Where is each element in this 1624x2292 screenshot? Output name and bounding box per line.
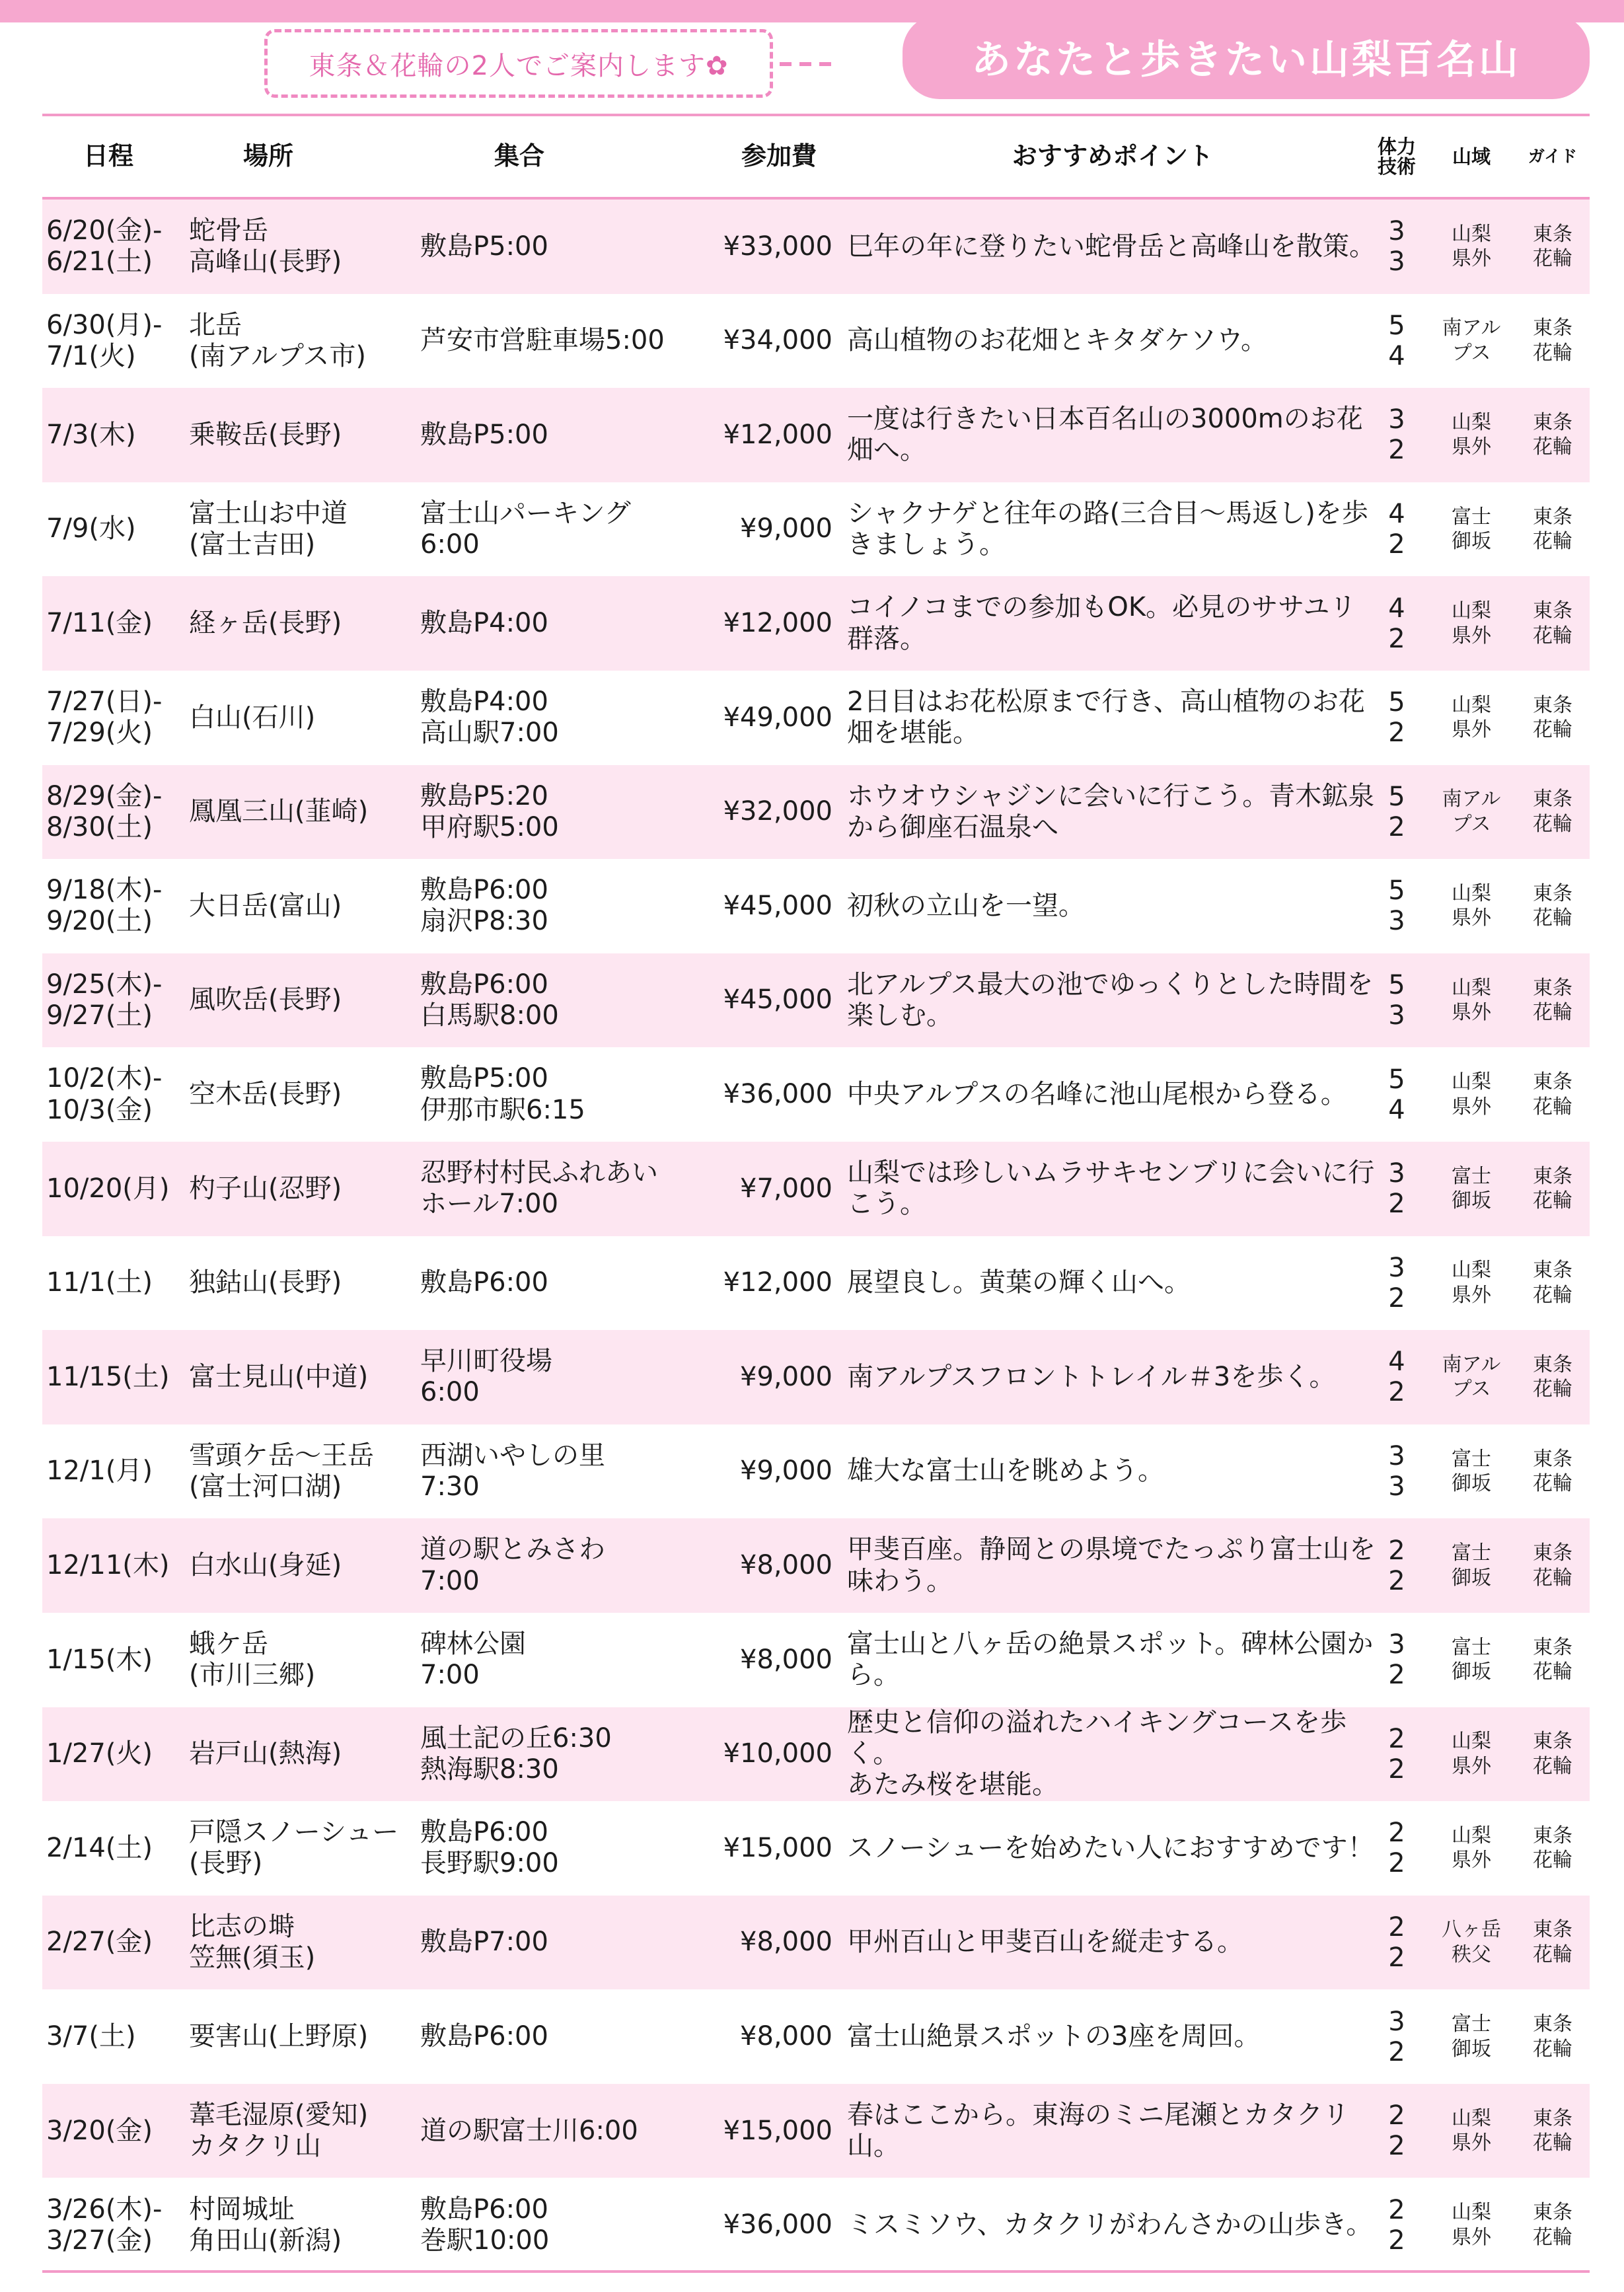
date-cell: 11/1(土)	[46, 1267, 153, 1298]
recommendation-cell: 南アルプスフロントトレイル＃3を歩く。	[847, 1361, 1336, 1392]
date-cell: 1/27(火)	[46, 1738, 153, 1769]
area-cell: 南アル プス	[1442, 316, 1501, 365]
guide-cell: 東条 花輪	[1533, 1635, 1572, 1684]
guide-cell: 東条 花輪	[1533, 1259, 1572, 1307]
difficulty-cell: 4 2	[1388, 499, 1405, 560]
place-cell: 戸隠スノーシュー (長野)	[189, 1817, 399, 1879]
date-cell: 2/14(土)	[46, 1832, 153, 1863]
area-cell: 山梨 県外	[1452, 222, 1491, 271]
date-cell: 10/20(月)	[46, 1173, 170, 1204]
difficulty-cell: 5 4	[1388, 310, 1405, 371]
area-cell: 富士 御坂	[1452, 2013, 1491, 2061]
guide-cell: 東条 花輪	[1533, 1164, 1572, 1213]
guide-cell: 東条 花輪	[1533, 881, 1572, 930]
area-cell: 山梨 県外	[1452, 1730, 1491, 1778]
recommendation-cell: 中央アルプスの名峰に池山尾根から登る。	[847, 1079, 1347, 1110]
recommendation-cell: 巳年の年に登りたい蛇骨岳と高峰山を散策。	[847, 231, 1376, 262]
fee-cell: ¥7,000	[740, 1173, 832, 1204]
table-row	[42, 576, 1590, 671]
date-cell: 8/29(金)- 8/30(土)	[46, 780, 163, 842]
table-row	[42, 1330, 1590, 1424]
meeting-point-cell: 敷島P5:00	[420, 419, 548, 450]
guide-cell: 東条 花輪	[1533, 1352, 1572, 1401]
meeting-point-cell: 富士山パーキング 6:00	[420, 498, 631, 560]
col-header-meet: 集合	[494, 141, 544, 171]
page-title	[903, 15, 1590, 99]
table-row	[42, 859, 1590, 953]
date-cell: 7/3(木)	[46, 419, 136, 450]
date-cell: 11/15(土)	[46, 1361, 170, 1392]
place-cell: 乗鞍岳(長野)	[189, 419, 342, 450]
date-cell: 1/15(木)	[46, 1644, 153, 1675]
col-header-date: 日程	[83, 141, 133, 171]
recommendation-cell: 富士山絶景スポットの3座を周回。	[847, 2020, 1261, 2052]
area-cell: 南アル プス	[1442, 788, 1501, 836]
meeting-point-cell: 敷島P6:00 長野駅9:00	[420, 1817, 559, 1879]
fee-cell: ¥8,000	[740, 2020, 832, 2052]
table-row	[42, 1236, 1590, 1331]
fee-cell: ¥15,000	[723, 2115, 832, 2146]
guide-cell: 東条 花輪	[1533, 1730, 1572, 1778]
date-cell: 7/11(金)	[46, 608, 153, 639]
area-cell: 山梨 県外	[1452, 1824, 1491, 1872]
meeting-point-cell: 芦安市営駐車場5:00	[420, 325, 665, 356]
table-row	[42, 1801, 1590, 1896]
fee-cell: ¥34,000	[723, 325, 832, 356]
col-header-place: 場所	[242, 141, 293, 171]
table-row	[42, 1518, 1590, 1613]
table-row	[42, 1047, 1590, 1142]
guide-cell: 東条 花輪	[1533, 788, 1572, 836]
meeting-point-cell: 早川町役場 6:00	[420, 1346, 552, 1408]
area-cell: 山梨 県外	[1452, 2106, 1491, 2155]
meeting-point-cell: 敷島P5:00	[420, 231, 548, 262]
date-cell: 3/20(金)	[46, 2115, 153, 2146]
recommendation-cell: 甲州百山と甲斐百山を縦走する。	[847, 1927, 1243, 1958]
date-cell: 10/2(木)- 10/3(金)	[46, 1063, 163, 1125]
recommendation-cell: 初秋の立山を一望。	[847, 890, 1085, 921]
page-title-text: あなたと歩きたい山梨百名山	[971, 37, 1521, 83]
meeting-point-cell: 道の駅富士川6:00	[420, 2115, 638, 2146]
guide-cell: 東条 花輪	[1533, 1824, 1572, 1872]
meeting-point-cell: 敷島P5:00 伊那市駅6:15	[420, 1063, 585, 1125]
guide-cell: 東条 花輪	[1533, 1918, 1572, 1966]
place-cell: 杓子山(忍野)	[189, 1173, 342, 1204]
meeting-point-cell: 碑林公園 7:00	[420, 1629, 526, 1691]
guide-cell: 東条 花輪	[1533, 976, 1572, 1025]
meeting-point-cell: 敷島P4:00 高山駅7:00	[420, 686, 559, 749]
guide-cell: 東条 花輪	[1533, 2106, 1572, 2155]
difficulty-cell: 3 2	[1388, 2006, 1405, 2067]
meeting-point-cell: 敷島P7:00	[420, 1927, 548, 1958]
guide-cell: 東条 花輪	[1533, 693, 1572, 742]
table-row	[42, 1424, 1590, 1519]
table-header	[42, 118, 1590, 196]
date-cell: 9/18(木)- 9/20(土)	[46, 875, 163, 937]
col-header-level: 体力 技術	[1377, 135, 1416, 178]
recommendation-cell: ホウオウシャジンに会いに行こう。青木鉱泉 から御座石温泉へ	[847, 780, 1375, 842]
place-cell: 富士見山(中道)	[189, 1361, 369, 1392]
place-cell: 白山(石川)	[189, 702, 316, 733]
fee-cell: ¥12,000	[723, 608, 832, 639]
recommendation-cell: ミスミソウ、カタクリがわんさかの山歩き。	[847, 2209, 1373, 2240]
guide-intro-text: 東条＆花輪の2人でご案内します✿	[309, 50, 729, 81]
place-cell: 村岡城址 角田山(新潟)	[189, 2194, 342, 2256]
place-cell: 鳳凰三山(韮崎)	[189, 796, 369, 827]
col-header-area: 山域	[1452, 145, 1491, 168]
intro-connector	[780, 62, 839, 66]
difficulty-cell: 3 3	[1388, 1441, 1405, 1502]
fee-cell: ¥8,000	[740, 1550, 832, 1581]
difficulty-cell: 2 2	[1388, 2194, 1405, 2256]
place-cell: 比志の塒 笠無(須玉)	[189, 1911, 316, 1973]
difficulty-cell: 3 3	[1388, 216, 1405, 277]
table-row	[42, 200, 1590, 294]
place-cell: 独鈷山(長野)	[189, 1267, 342, 1298]
guide-cell: 東条 花輪	[1533, 1447, 1572, 1496]
difficulty-cell: 5 2	[1388, 781, 1405, 842]
table-row	[42, 2178, 1590, 2272]
meeting-point-cell: 敷島P4:00	[420, 608, 548, 639]
fee-cell: ¥9,000	[740, 1361, 832, 1392]
recommendation-cell: 高山植物のお花畑とキタダケソウ。	[847, 325, 1267, 356]
table-row	[42, 953, 1590, 1048]
recommendation-cell: 山梨では珍しいムラサキセンブリに会いに行 こう。	[847, 1158, 1375, 1220]
fee-cell: ¥32,000	[723, 796, 832, 827]
area-cell: 山梨 県外	[1452, 881, 1491, 930]
difficulty-cell: 4 2	[1388, 593, 1405, 654]
guide-cell: 東条 花輪	[1533, 410, 1572, 459]
recommendation-cell: シャクナゲと往年の路(三合目～馬返し)を歩 きましょう。	[847, 498, 1368, 560]
fee-cell: ¥36,000	[723, 1079, 832, 1110]
meeting-point-cell: 敷島P6:00	[420, 2020, 548, 2052]
recommendation-cell: コイノコまでの参加もOK。必見のササユリ 群落。	[847, 592, 1356, 654]
area-cell: 富士 御坂	[1452, 1447, 1491, 1496]
fee-cell: ¥9,000	[740, 513, 832, 544]
difficulty-cell: 2 2	[1388, 1818, 1405, 1879]
date-cell: 7/27(日)- 7/29(火)	[46, 686, 163, 749]
place-cell: 白水山(身延)	[189, 1550, 342, 1581]
guide-cell: 東条 花輪	[1533, 316, 1572, 365]
area-cell: 富士 御坂	[1452, 1635, 1491, 1684]
meeting-point-cell: 忍野村村民ふれあい ホール7:00	[420, 1158, 658, 1220]
place-cell: 富士山お中道 (富士吉田)	[189, 498, 348, 560]
fee-cell: ¥15,000	[723, 1832, 832, 1863]
meeting-point-cell: 西湖いやしの里 7:30	[420, 1440, 605, 1502]
col-header-fee: 参加費	[741, 141, 817, 171]
table-row	[42, 1707, 1590, 1802]
difficulty-cell: 5 3	[1388, 970, 1405, 1031]
meeting-point-cell: 風土記の丘6:30 熱海駅8:30	[420, 1722, 612, 1785]
fee-cell: ¥45,000	[723, 890, 832, 921]
area-cell: 八ヶ岳 秩父	[1442, 1918, 1501, 1966]
meeting-point-cell: 敷島P6:00 扇沢P8:30	[420, 875, 548, 937]
difficulty-cell: 2 2	[1388, 2100, 1405, 2162]
place-cell: 蛾ケ岳 (市川三郷)	[189, 1629, 316, 1691]
date-cell: 9/25(木)- 9/27(土)	[46, 969, 163, 1031]
table-row	[42, 1142, 1590, 1236]
meeting-point-cell: 敷島P5:20 甲府駅5:00	[420, 780, 559, 842]
place-cell: 空木岳(長野)	[189, 1079, 342, 1110]
date-cell: 12/11(木)	[46, 1550, 170, 1581]
col-header-guide: ガイド	[1528, 146, 1578, 166]
area-cell: 山梨 県外	[1452, 976, 1491, 1025]
difficulty-cell: 2 2	[1388, 1535, 1405, 1596]
guide-cell: 東条 花輪	[1533, 599, 1572, 647]
date-cell: 3/7(土)	[46, 2020, 136, 2052]
difficulty-cell: 5 3	[1388, 875, 1405, 937]
recommendation-cell: 2日目はお花松原まで行き、高山植物のお花 畑を堪能。	[847, 686, 1365, 749]
guide-intro-box	[264, 29, 773, 98]
table-row	[42, 388, 1590, 482]
area-cell: 山梨 県外	[1452, 410, 1491, 459]
fee-cell: ¥45,000	[723, 984, 832, 1016]
table-row	[42, 2084, 1590, 2178]
area-cell: 山梨 県外	[1452, 599, 1491, 647]
fee-cell: ¥36,000	[723, 2209, 832, 2240]
area-cell: 山梨 県外	[1452, 1070, 1491, 1119]
area-cell: 南アル プス	[1442, 1352, 1501, 1401]
table-row	[42, 1896, 1590, 1990]
difficulty-cell: 4 2	[1388, 1347, 1405, 1408]
guide-cell: 東条 花輪	[1533, 2013, 1572, 2061]
date-cell: 6/20(金)- 6/21(土)	[46, 215, 163, 277]
area-cell: 富士 御坂	[1452, 1541, 1491, 1590]
table-row	[42, 1613, 1590, 1707]
table-row	[42, 671, 1590, 765]
fee-cell: ¥49,000	[723, 702, 832, 733]
area-cell: 山梨 県外	[1452, 1259, 1491, 1307]
recommendation-cell: 甲斐百座。静岡との県境でたっぷり富士山を 味わう。	[847, 1534, 1376, 1596]
place-cell: 北岳 (南アルプス市)	[189, 309, 367, 371]
area-cell: 富士 御坂	[1452, 1164, 1491, 1213]
guide-cell: 東条 花輪	[1533, 2201, 1572, 2249]
place-cell: 蛇骨岳 高峰山(長野)	[189, 215, 342, 277]
recommendation-cell: 歴史と信仰の溢れたハイキングコースを歩く。 あたみ桜を堪能。	[847, 1707, 1347, 1800]
recommendation-cell: 春はここから。東海のミニ尾瀬とカタクリ山。	[847, 2099, 1349, 2162]
recommendation-cell: スノーシューを始めたい人におすすめです！	[847, 1832, 1374, 1863]
place-cell: 経ヶ岳(長野)	[189, 608, 342, 639]
recommendation-cell: 展望良し。黄葉の輝く山へ。	[847, 1267, 1191, 1298]
guide-cell: 東条 花輪	[1533, 1541, 1572, 1590]
recommendation-cell: 一度は行きたい日本百名山の3000mのお花 畑へ。	[847, 404, 1363, 466]
recommendation-cell: 富士山と八ヶ岳の絶景スポット。碑林公園か ら。	[847, 1629, 1374, 1691]
date-cell: 12/1(月)	[46, 1456, 153, 1487]
date-cell: 7/9(水)	[46, 513, 136, 544]
difficulty-cell: 5 4	[1388, 1064, 1405, 1125]
place-cell: 岩戸山(熱海)	[189, 1738, 342, 1769]
date-cell: 6/30(月)- 7/1(火)	[46, 309, 163, 371]
recommendation-cell: 北アルプス最大の池でゆっくりとした時間を 楽しむ。	[847, 969, 1374, 1031]
meeting-point-cell: 敷島P6:00	[420, 1267, 548, 1298]
table-row	[42, 765, 1590, 860]
difficulty-cell: 3 2	[1388, 1629, 1405, 1691]
table-row	[42, 294, 1590, 388]
fee-cell: ¥12,000	[723, 419, 832, 450]
fee-cell: ¥9,000	[740, 1456, 832, 1487]
fee-cell: ¥33,000	[723, 231, 832, 262]
table-bottom-divider	[42, 2270, 1590, 2273]
area-cell: 富士 御坂	[1452, 505, 1491, 554]
difficulty-cell: 2 2	[1388, 1723, 1405, 1785]
fee-cell: ¥10,000	[723, 1738, 832, 1769]
date-cell: 3/26(木)- 3/27(金)	[46, 2194, 163, 2256]
area-cell: 山梨 県外	[1452, 693, 1491, 742]
difficulty-cell: 2 2	[1388, 1911, 1405, 1973]
guide-cell: 東条 花輪	[1533, 505, 1572, 554]
difficulty-cell: 3 2	[1388, 404, 1405, 466]
guide-cell: 東条 花輪	[1533, 222, 1572, 271]
fee-cell: ¥8,000	[740, 1927, 832, 1958]
meeting-point-cell: 敷島P6:00 白馬駅8:00	[420, 969, 559, 1031]
place-cell: 風吹岳(長野)	[189, 984, 342, 1016]
schedule-table	[42, 200, 1590, 2272]
fee-cell: ¥12,000	[723, 1267, 832, 1298]
date-cell: 2/27(金)	[46, 1927, 153, 1958]
place-cell: 葦毛湿原(愛知) カタクリ山	[189, 2099, 369, 2162]
table-row	[42, 1989, 1590, 2084]
guide-cell: 東条 花輪	[1533, 1070, 1572, 1119]
place-cell: 大日岳(富山)	[189, 890, 342, 921]
difficulty-cell: 3 2	[1388, 1252, 1405, 1313]
meeting-point-cell: 道の駅とみさわ 7:00	[420, 1534, 605, 1596]
table-row	[42, 482, 1590, 577]
recommendation-cell: 雄大な富士山を眺めよう。	[847, 1456, 1164, 1487]
fee-cell: ¥8,000	[740, 1644, 832, 1675]
meeting-point-cell: 敷島P6:00 巻駅10:00	[420, 2194, 550, 2256]
col-header-point: おすすめポイント	[1012, 141, 1214, 171]
header-top-divider	[42, 114, 1590, 116]
place-cell: 雪頭ケ岳～王岳 (富士河口湖)	[189, 1440, 374, 1502]
place-cell: 要害山(上野原)	[189, 2020, 369, 2052]
difficulty-cell: 3 2	[1388, 1158, 1405, 1220]
difficulty-cell: 5 2	[1388, 687, 1405, 749]
area-cell: 山梨 県外	[1452, 2201, 1491, 2249]
